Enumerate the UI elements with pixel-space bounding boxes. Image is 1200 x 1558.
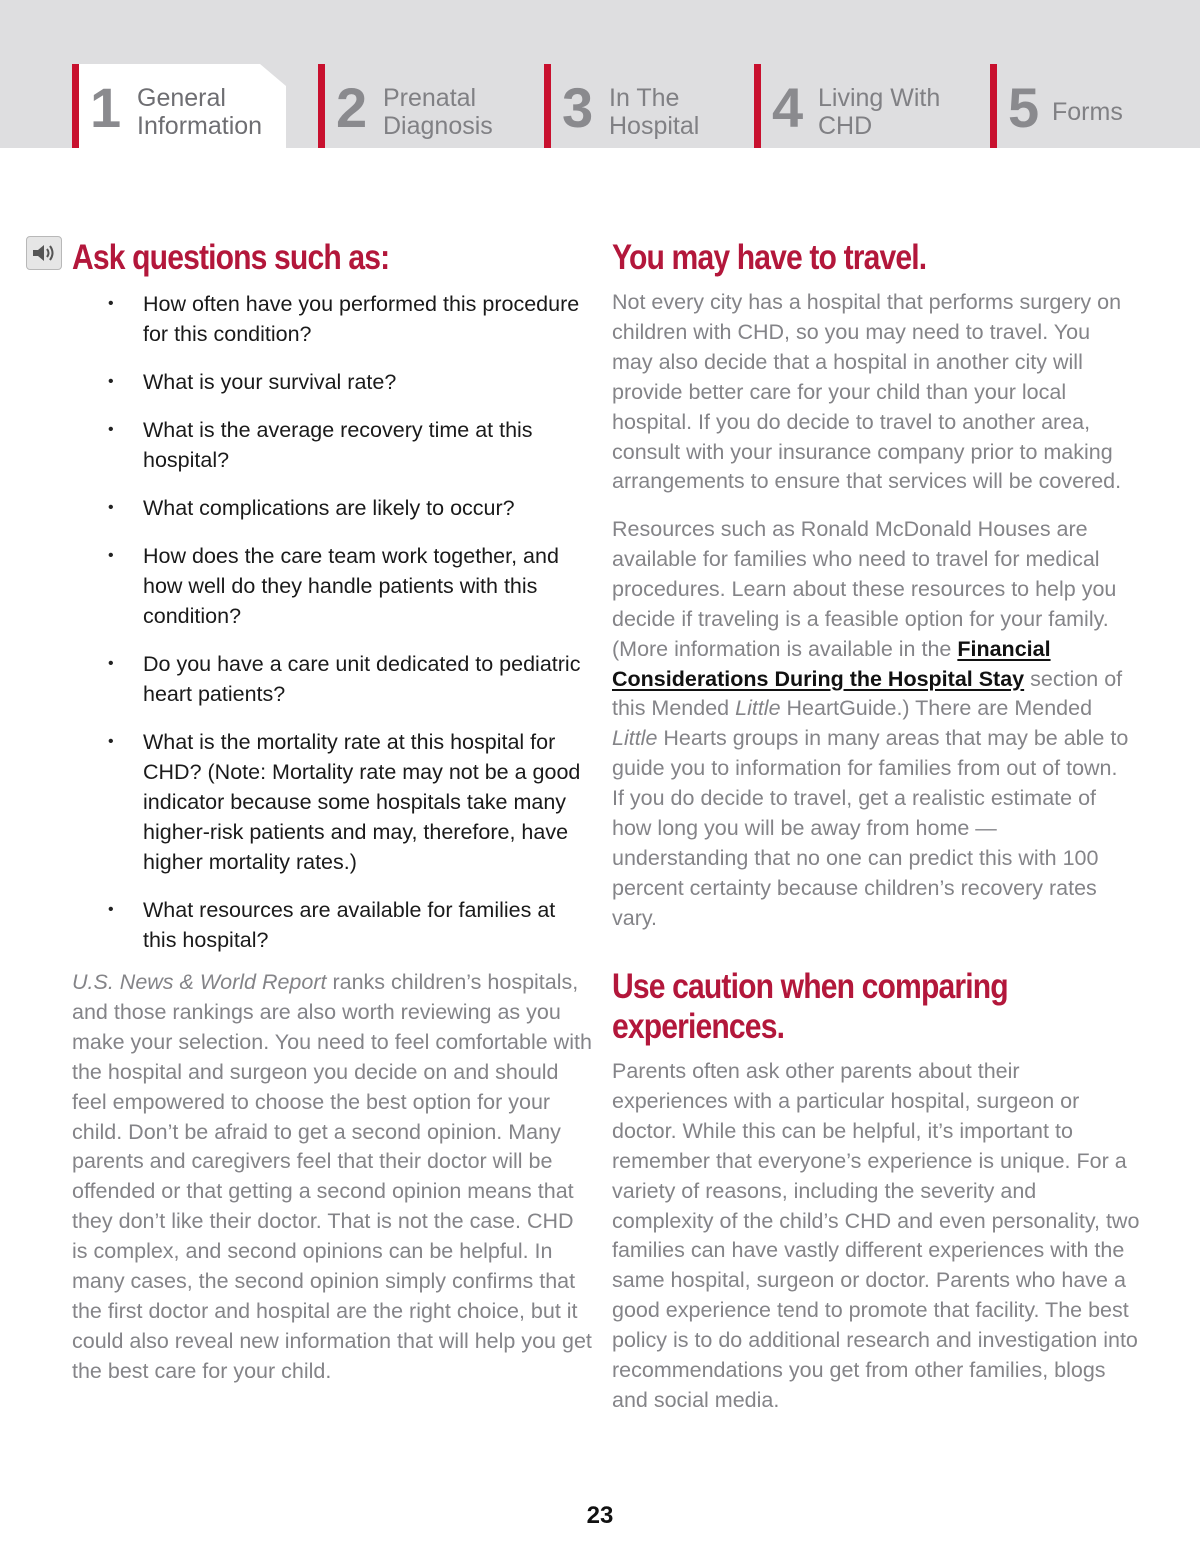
rankings-paragraph: U.S. News & World Report ranks children’s hospitals, and those rankings are also worth reviewing as you make your selection. You need to feel comfortable with the hospital and surgeon you decide on and should feel empowered to choose the best option for your child. Don’t be afraid to get a second opinion. Many parents and caregivers feel that their doctor will be offended or that getting a second opinion means that they don’t like their doctor. That is not the case. CHD is complex, and second opinions can be helpful. In many cases, the second opinion simply confirms that the first doctor and hospital are the right choice, but it could also reveal new information that will help you get the best care for your child.: [72, 970, 592, 1383]
caution-paragraph: Parents often ask other parents about their experiences with a particular hospital, surgeon or doctor. While this can be helpful, it’s important to remember that everyone’s experience is unique. For a variety of reasons, including the severity and complexity of the child’s CHD and even personality, two families can have vastly different experiences with the same hospital, surgeon or doctor. Parents who have a good experience tend to promote that facility. The best policy is to do additional research and investigation into recommendations you get from other families, blogs and social media.: [612, 1059, 1140, 1412]
list-item: • How does the care team work together, and how well do they handle patients with this condition?: [108, 541, 588, 631]
questions-heading: Ask questions such as:: [72, 238, 390, 277]
page-number: 23: [586, 1502, 614, 1529]
tab-number: 5: [1008, 76, 1040, 139]
tab-living-with-chd[interactable]: [754, 64, 964, 148]
travel-heading: You may have to travel.: [612, 238, 927, 277]
tab-label: Living With CHD: [818, 84, 941, 140]
list-item: • What is the average recovery time at this hospital?: [108, 415, 588, 475]
tab-label: Forms: [1052, 98, 1123, 126]
tab-prenatal-diagnosis[interactable]: [318, 64, 518, 148]
tab-label: Prenatal Diagnosis: [383, 84, 493, 140]
tab-number: 2: [336, 76, 368, 139]
list-item: • What is the mortality rate at this hospital for CHD? (Note: Mortality rate may not be a good indicator because some hospitals take many higher-risk patients and may, therefore, have higher mortality rates.): [108, 727, 588, 877]
travel-paragraph-2: Resources such as Ronald McDonald Houses are available for families who need to travel for medical procedures. Learn about these resources to help you decide if traveling is a feasible option for your family. (More information is available in the Financial Considerations During the Hospital Stay section of this Mended Little HeartGuide.) There are Mended Little Hearts groups in many areas that may be able to guide you to information for families from out of town. If you do decide to travel, get a realistic estimate of how long you will be away from home — understanding that no one can predict this with 100 percent certainty because children’s recovery rates vary.: [612, 517, 1129, 930]
list-item: • What resources are available for families at this hospital?: [108, 895, 588, 955]
caution-heading: Use caution when comparing experiences.: [612, 967, 1008, 1046]
tab-in-the-hospital[interactable]: [544, 64, 724, 148]
tab-marker: [72, 64, 79, 148]
financial-considerations-link[interactable]: Financial Considerations During the Hospital Stay: [612, 636, 1051, 691]
tab-label: General Information: [137, 84, 263, 140]
tab-number: 4: [772, 76, 804, 139]
speaker-icon[interactable]: [26, 236, 62, 270]
list-item: • How often have you performed this procedure for this condition?: [108, 289, 588, 349]
questions-list: [108, 289, 588, 973]
tab-number: 1: [90, 76, 122, 139]
list-item: • What is your survival rate?: [108, 367, 588, 397]
tab-marker: [318, 64, 325, 148]
tab-label: In The Hospital: [609, 84, 700, 140]
tab-marker: [754, 64, 761, 148]
tab-number: 3: [562, 76, 594, 139]
list-item: • Do you have a care unit dedicated to pediatric heart patients?: [108, 649, 588, 709]
travel-paragraph-1: Not every city has a hospital that performs surgery on children with CHD, so you may need to travel. You may also decide that a hospital in another city will provide better care for your child than your local hospital. If you do decide to travel to another area, consult with your insurance company prior to making arrangements to ensure that services will be covered.: [612, 290, 1122, 494]
tab-general-information[interactable]: [72, 64, 286, 148]
publication-title: U.S. News & World Report: [72, 970, 327, 994]
tab-forms[interactable]: [990, 64, 1150, 148]
tab-marker: [544, 64, 551, 148]
list-item: • What complications are likely to occur?: [108, 493, 588, 523]
tab-marker: [990, 64, 997, 148]
section-tab-bar: [0, 0, 1200, 148]
